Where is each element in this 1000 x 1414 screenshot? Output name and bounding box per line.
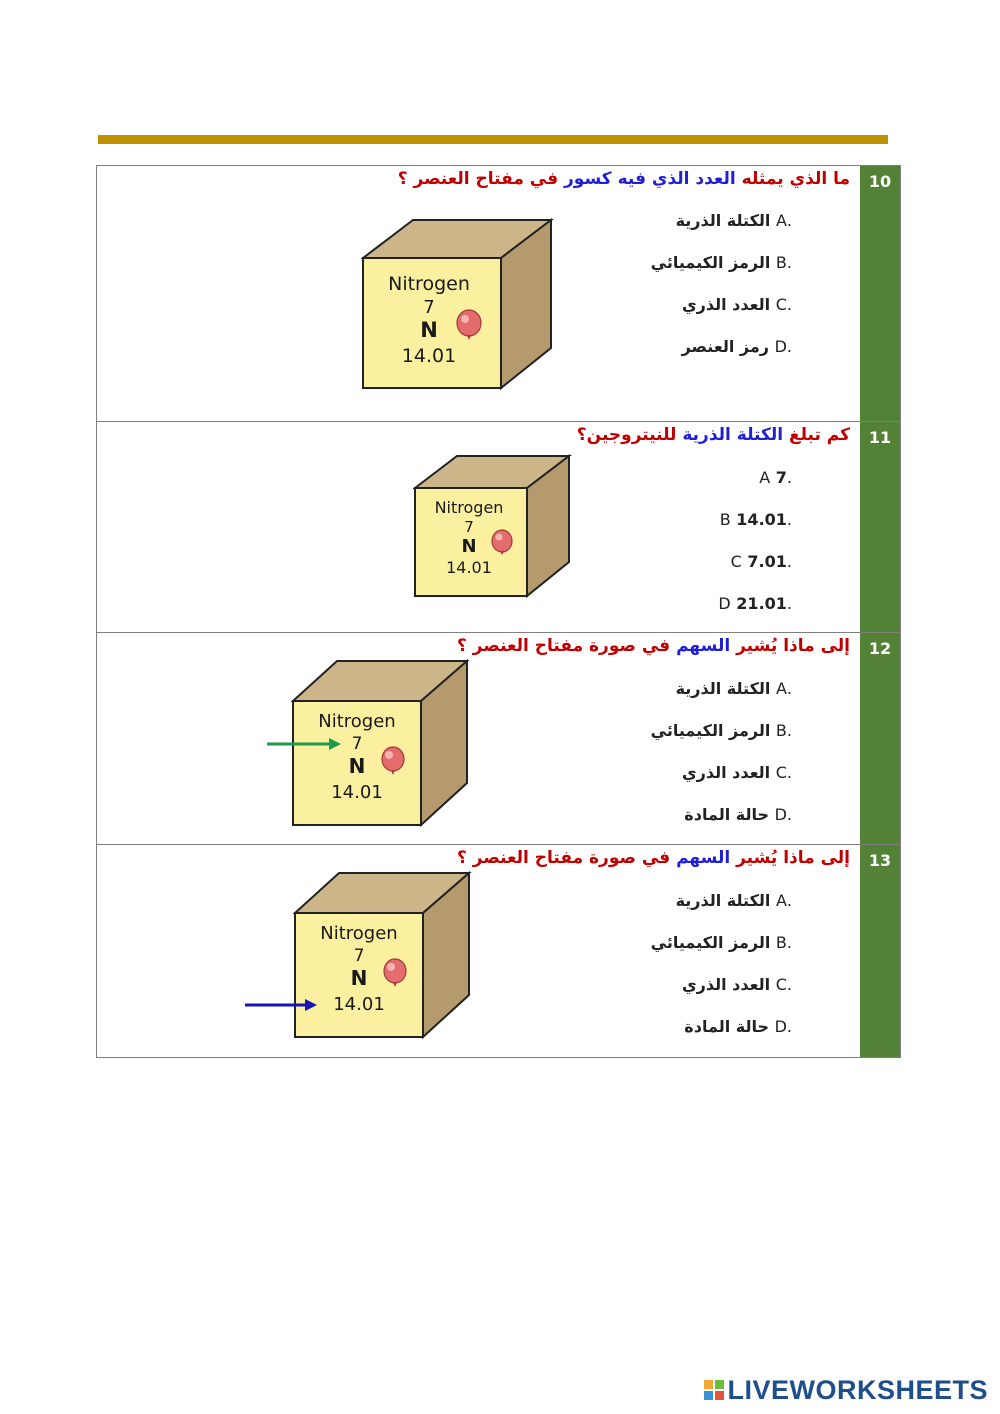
question-number: 13 <box>860 845 900 1057</box>
atomic-mass: 14.01 <box>333 994 385 1015</box>
element-key-cube <box>361 218 557 392</box>
option-a[interactable]: .A 7 <box>759 468 792 487</box>
option-d[interactable]: .D رمز العنصر <box>681 337 792 356</box>
option-b[interactable]: .B 14.01 <box>719 510 792 529</box>
options-list <box>651 668 792 836</box>
logo-text: LIVEWORKSHEETS <box>727 1374 988 1405</box>
options-list <box>651 880 792 1048</box>
question-row-11 <box>97 422 900 633</box>
question-number: 12 <box>860 633 900 844</box>
question-number: 11 <box>860 422 900 632</box>
option-c[interactable]: .C العدد الذري <box>682 763 792 782</box>
element-name: Nitrogen <box>318 711 396 732</box>
element-name: Nitrogen <box>320 923 398 944</box>
option-d[interactable]: .D 21.01 <box>718 594 792 613</box>
options-list <box>718 457 792 625</box>
question-text: إلى ماذا يُشير السهم في صورة مفتاح العنصر ؟ <box>456 848 850 868</box>
element-key-cube <box>243 871 473 1041</box>
questions-table <box>96 165 901 1058</box>
question-row-12 <box>97 633 900 845</box>
atomic-number: 7 <box>464 518 474 536</box>
question-row-10 <box>97 166 900 422</box>
option-b[interactable]: .B الرمز الكيميائي <box>650 721 792 740</box>
atomic-number: 7 <box>353 946 365 966</box>
header-rule <box>98 135 888 144</box>
option-a[interactable]: .A الكتلة الذرية <box>675 891 792 910</box>
element-key-cube <box>265 659 471 829</box>
options-list <box>651 200 792 368</box>
question-row-13 <box>97 845 900 1057</box>
option-d[interactable]: .D حالة المادة <box>684 1017 792 1036</box>
element-symbol: N <box>350 966 368 990</box>
option-a[interactable]: .A الكتلة الذرية <box>675 211 792 230</box>
question-number: 10 <box>860 166 900 421</box>
liveworksheets-logo-icon <box>704 1380 724 1400</box>
option-a[interactable]: .A الكتلة الذرية <box>675 679 792 698</box>
atomic-mass: 14.01 <box>331 782 383 803</box>
element-symbol: N <box>420 318 438 342</box>
arrow-icon <box>245 999 317 1011</box>
element-symbol: N <box>461 536 477 557</box>
option-d[interactable]: .D حالة المادة <box>684 805 792 824</box>
atomic-mass: 14.01 <box>401 345 457 367</box>
option-c[interactable]: .C 7.01 <box>730 552 792 571</box>
question-text: إلى ماذا يُشير السهم في صورة مفتاح العنصر ؟ <box>456 636 850 656</box>
option-c[interactable]: .C العدد الذري <box>682 295 792 314</box>
option-b[interactable]: .B الرمز الكيميائي <box>650 933 792 952</box>
option-b[interactable]: .B الرمز الكيميائي <box>650 253 792 272</box>
question-text: كم تبلغ الكتلة الذرية للنيتروجين؟ <box>576 425 850 445</box>
element-name: Nitrogen <box>388 273 470 295</box>
element-key-cube <box>413 454 573 600</box>
element-symbol: N <box>348 754 366 778</box>
atomic-mass: 14.01 <box>446 558 492 577</box>
option-c[interactable]: .C العدد الذري <box>682 975 792 994</box>
question-text: ما الذي يمثله العدد الذي فيه كسور في مفتاح العنصر ؟ <box>397 169 850 189</box>
atomic-number: 7 <box>351 734 363 754</box>
atomic-number: 7 <box>423 297 435 318</box>
element-name: Nitrogen <box>434 498 504 517</box>
liveworksheets-logo[interactable] <box>704 1376 988 1404</box>
